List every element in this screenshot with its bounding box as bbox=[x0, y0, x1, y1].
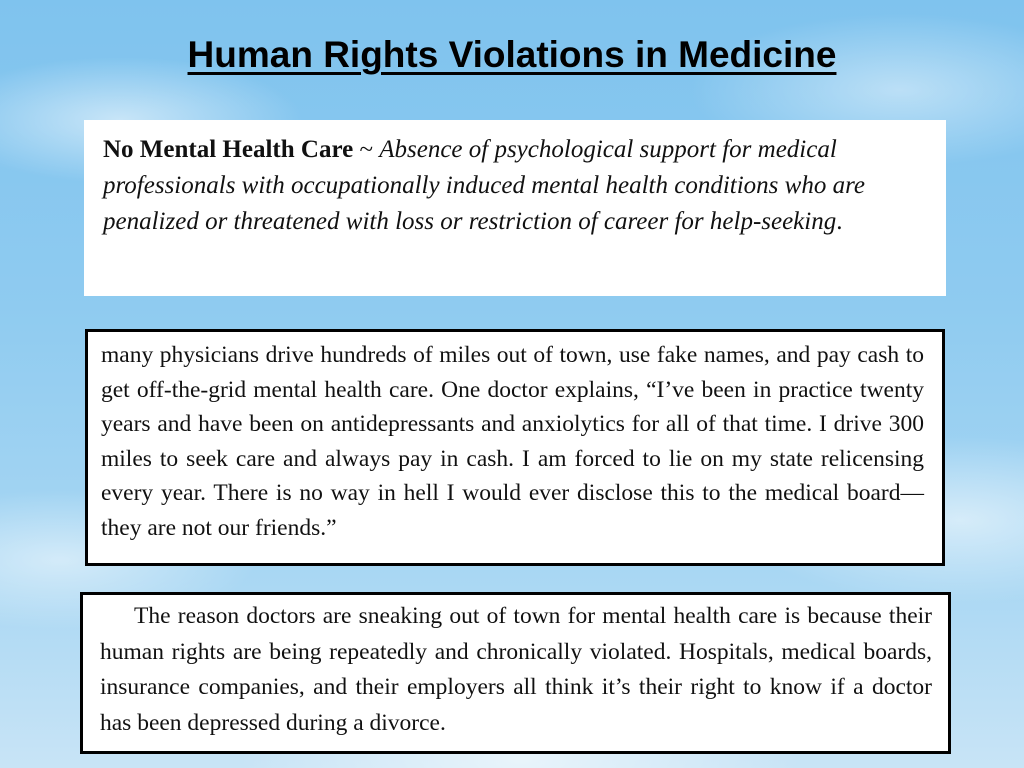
definition-description: Absence of psychological support for medical professionals with occupationally induced mental health conditions who are penalized or threatened with loss or restriction of career for help-seeking bbox=[103, 136, 865, 235]
reason-paragraph-box bbox=[80, 592, 951, 754]
definition-period: . bbox=[836, 208, 843, 235]
definition-box bbox=[84, 120, 946, 296]
reason-paragraph-text: The reason doctors are sneaking out of town for mental health care is because their human rights are being repeatedly and chronically violated. Hospitals, medical boards, insurance companies, and their employers all think it’s their right to know if a doctor has been depressed during a divorce. bbox=[100, 603, 932, 736]
definition-term: No Mental Health Care bbox=[103, 136, 354, 163]
physician-quote-text: many physicians drive hundreds of miles out of town, use fake names, and pay cash to get off-the-grid mental health care. One doctor explains, “I’ve been in practice twenty years and have been on antidepressants and anxiolytics for all of that time. I drive 300 miles to seek care and always pay in cash. I am forced to lie on my state relicensing every year. There is no way in hell I would ever disclose this to the medical board—they are not our friends.” bbox=[101, 342, 924, 541]
slide-title: Human Rights Violations in Medicine bbox=[187, 34, 837, 75]
definition-separator: ~ bbox=[353, 136, 380, 163]
physician-quote-box bbox=[85, 329, 945, 566]
